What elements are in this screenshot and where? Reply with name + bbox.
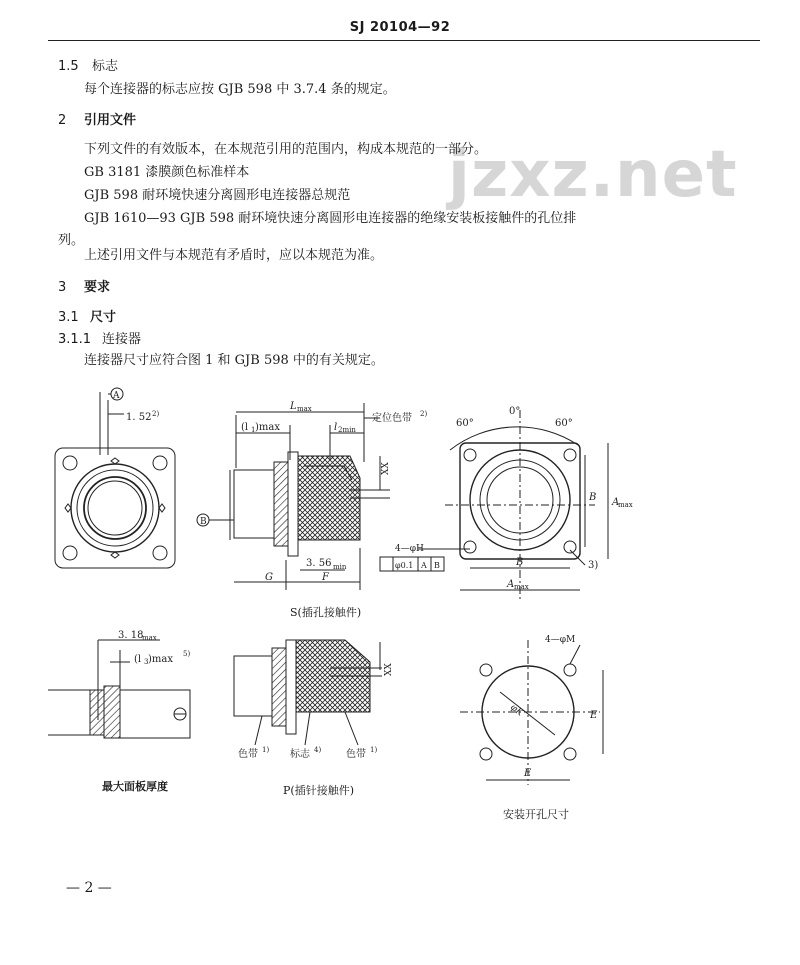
flange-hatch: [104, 686, 120, 738]
holes-leader: [570, 645, 580, 664]
mount-hole: [480, 664, 492, 676]
dim-1-52-note: 2): [152, 410, 160, 418]
section-3-1-number: 3.1: [58, 310, 79, 325]
dim-lmax-sub: max: [297, 405, 312, 413]
panel-left: [48, 690, 90, 735]
section-3-1-title: 尺寸: [90, 310, 117, 325]
dim-xx-label: XX: [384, 663, 394, 676]
knurl-ring: [274, 462, 288, 546]
mount-hole: [564, 664, 576, 676]
mount-hole: [564, 541, 576, 553]
dim-f-label: F: [322, 572, 329, 583]
page-header: SJ 20104—92: [349, 20, 451, 35]
locating-band-label: 定位色带: [372, 413, 412, 424]
holes-m-label: 4—φM: [545, 635, 576, 645]
section-3-1-1-body: 连接器尺寸应符合图 1 和 GJB 598 中的有关规定。: [84, 353, 384, 368]
section-3-title: 要求: [84, 280, 111, 295]
mount-hole: [153, 456, 167, 470]
section-2-conflict-note: 上述引用文件与本规范有矛盾时，应以本规范为准。: [84, 248, 384, 263]
reference-item: GB 3181 漆膜颜色标准样本: [84, 165, 250, 180]
dim-amax-vertical-label: A: [612, 497, 620, 508]
flange-square: [55, 448, 175, 568]
section-1-5-number: 1.5: [58, 59, 79, 74]
caption-panel-thickness: 最大面板厚度: [102, 780, 168, 793]
caption-s-socket: S(插孔接触件): [290, 606, 362, 619]
insert-face: [84, 477, 146, 539]
dim-amax-vertical-sub: max: [618, 501, 633, 509]
diameter-k-label: φK: [508, 702, 525, 719]
dim-3-56-label: 3. 56: [306, 558, 332, 569]
section-2-title: 引用文件: [84, 113, 137, 128]
dim-e-vertical-label: E: [590, 710, 598, 721]
section-2-number: 2: [58, 113, 67, 128]
mount-hole: [464, 541, 476, 553]
dim-l3-tail: )max: [148, 654, 173, 665]
caption-mounting-cutout: 安装开孔尺寸: [503, 808, 569, 821]
flange-section: [288, 452, 298, 556]
section-3-number: 3: [58, 280, 67, 295]
angle-60-right: 60°: [555, 418, 573, 429]
coupling-lugs: [65, 458, 165, 558]
dim-l3-note: 5): [183, 650, 191, 658]
angle-0: 0°: [509, 406, 521, 417]
dim-l1-label: (l: [241, 422, 249, 433]
color-band-leader: [255, 716, 262, 745]
tolerance-value: φ0.1: [395, 561, 414, 570]
mount-hole: [480, 748, 492, 760]
mount-hole: [564, 748, 576, 760]
flange-view-angles: [380, 410, 608, 600]
caption-p-pin: P(插针接触件): [283, 784, 354, 797]
holes-h-label: 4—φH: [395, 544, 424, 554]
color-band-label: 色带: [346, 749, 366, 760]
tolerance-datum-b: B: [434, 561, 440, 570]
dim-l2-sub: 2min: [338, 426, 356, 434]
mount-hole: [564, 449, 576, 461]
locating-band-note: 2): [420, 410, 428, 418]
reference-item: GJB 598 耐环境快速分离圆形电连接器总规范: [84, 188, 351, 203]
side-view-p: [234, 640, 382, 745]
dim-g-label: G: [265, 572, 273, 583]
color-band-note: 1): [370, 746, 378, 754]
section-2-intro: 下列文件的有效版本，在本规范引用的范围内，构成本规范的一部分。: [84, 142, 488, 157]
insert-inner: [88, 481, 142, 535]
dim-l1-sub: 1: [251, 426, 256, 434]
marking-note: 4): [314, 746, 322, 754]
dim-b-vertical-label: B: [589, 492, 597, 503]
angle-arc: [450, 427, 578, 450]
page-number: — 2 —: [66, 880, 112, 896]
dim-l3-sub: 3: [144, 658, 149, 666]
dim-1-52-label: 1. 52: [126, 412, 152, 423]
flange-section: [286, 640, 296, 734]
panel-hatch: [90, 690, 104, 735]
reference-item: GJB 1610—93 GJB 598 耐环境快速分离圆形电连接器的绝缘安装板接触件的孔位排: [84, 211, 577, 226]
section-1-5-body: 每个连接器的标志应按 GJB 598 中 3.7.4 条的规定。: [84, 82, 396, 97]
dim-l3-label: (l: [134, 654, 142, 665]
dim-amax-horizontal-sub: max: [514, 583, 529, 591]
plug-body: [234, 656, 272, 716]
plug-body: [234, 470, 274, 538]
mount-hole: [63, 546, 77, 560]
dim-xx-label: XX: [381, 462, 391, 475]
marking-leader: [305, 712, 310, 745]
section-1-5-title: 标志: [92, 59, 119, 74]
mount-hole: [464, 449, 476, 461]
knurl-ring: [272, 648, 286, 726]
dim-e-horizontal-label: E: [524, 768, 532, 779]
diameter-k-line: [500, 692, 555, 735]
dim-3-18-sub: max: [142, 634, 157, 642]
side-view-s: [197, 403, 390, 590]
dim-l1-tail: )max: [255, 422, 280, 433]
datum-b-label: B: [200, 517, 207, 527]
marking-label: 标志: [290, 749, 310, 760]
dim-lmax-label: L: [290, 401, 297, 412]
mount-hole: [153, 546, 167, 560]
color-band-leader: [345, 712, 358, 745]
tolerance-datum-a: A: [421, 561, 427, 570]
dim-3-18-label: 3. 18: [118, 630, 144, 641]
color-band-note: 1): [262, 746, 270, 754]
dim-amax-horizontal-label: A: [507, 579, 515, 590]
reference-item-continuation: 列。: [58, 233, 85, 248]
datum-a-label: A: [113, 391, 120, 401]
angle-60-left: 60°: [456, 418, 474, 429]
mount-hole: [63, 456, 77, 470]
section-3-1-1-number: 3.1.1: [58, 332, 92, 347]
dim-b-horizontal-label: B: [516, 557, 524, 568]
watermark: jzxz.net: [448, 138, 738, 212]
dim-l2-label: l: [334, 422, 338, 433]
dim-3-56-sub: min: [333, 563, 347, 571]
section-3-1-1-title: 连接器: [102, 332, 142, 347]
note-3-label: 3): [588, 560, 599, 571]
cutout-view: [460, 640, 603, 785]
color-band-label: 色带: [238, 749, 258, 760]
note-3-leader: [570, 550, 585, 565]
